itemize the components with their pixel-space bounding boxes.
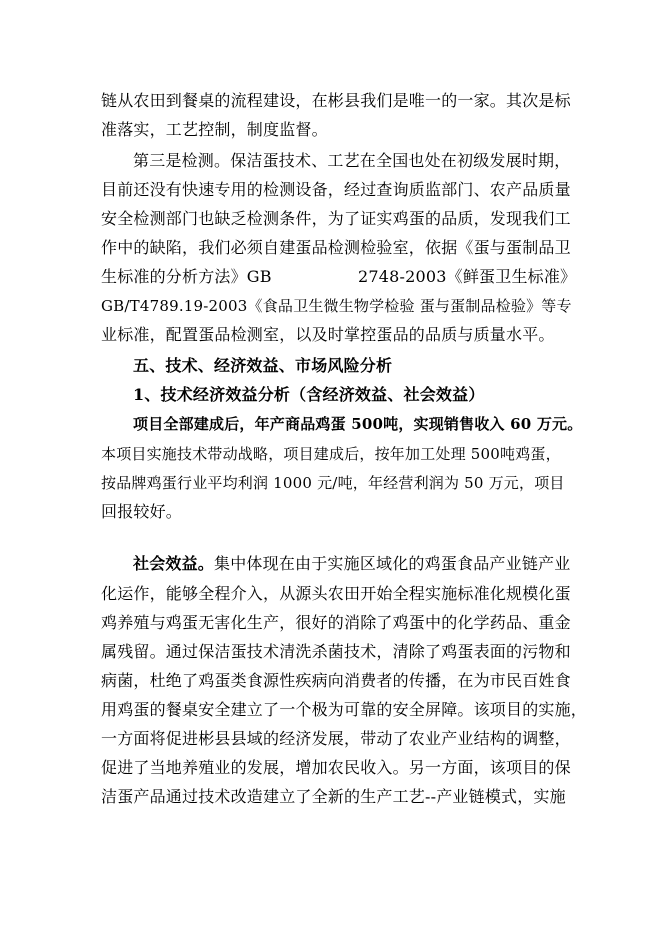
paragraph-line: 回报较好。 (101, 502, 183, 521)
line-segment: 2748-2003《鲜蛋卫生标准》 (358, 267, 577, 286)
paragraph-line: 目前还没有快速专用的检测设备，经过查询质监部门、农产品质量 (101, 180, 571, 199)
paragraph-line: 业标准，配置蛋品检测室，以及时掌控蛋品的品质与质量水平。 (101, 325, 555, 344)
lead-in-bold: 社会效益。 (133, 554, 215, 573)
paragraph-line: 安全检测部门也缺乏检测条件，为了证实鸡蛋的品质，发现我们工 (101, 209, 571, 228)
paragraph-line: 链从农田到餐桌的流程建设，在彬县我们是唯一的一家。其次是标 (101, 91, 571, 110)
paragraph-line: 作中的缺陷，我们必须自建蛋品检测检验室，依据《蛋与蛋制品卫 (101, 238, 571, 257)
line-segment: 集中体现在由于实施区域化的鸡蛋食品产业链产业 (214, 554, 571, 573)
paragraph-line: 一方面将促进彬县县域的经济发展，带动了农业产业结构的调整， (101, 729, 571, 748)
paragraph-line: 第三是检测。保洁蛋技术、工艺在全国也处在初级发展时期， (133, 151, 571, 170)
paragraph-line: 病菌，杜绝了鸡蛋类食源性疾病向消费者的传播，在为市民百姓食 (101, 671, 571, 690)
line-segment: 生标准的分析方法》GB (101, 267, 272, 286)
paragraph-line: 属残留。通过保洁蛋技术清洗杀菌技术，清除了鸡蛋表面的污物和 (101, 642, 571, 661)
subsection-heading: 1、技术经济效益分析（含经济效益、社会效益） (133, 385, 485, 404)
paragraph-line: 按品牌鸡蛋行业平均利润 1000 元/吨，年经营利润为 50 万元，项目 (101, 474, 565, 492)
paragraph-line: 用鸡蛋的餐桌安全建立了一个极为可靠的安全屏障。该项目的实施， (101, 700, 588, 719)
paragraph-line: 鸡养殖与鸡蛋无害化生产，很好的消除了鸡蛋中的化学药品、重金 (101, 613, 571, 632)
paragraph-line: 准落实，工艺控制，制度监督。 (101, 120, 328, 139)
paragraph-line: 促进了当地养殖业的发展，增加农民收入。另一方面，该项目的保 (101, 758, 571, 777)
paragraph-line (101, 263, 577, 291)
paragraph-line: 本项目实施技术带动战略，项目建成后，按年加工处理 500吨鸡蛋， (101, 445, 561, 463)
paragraph-line (133, 550, 603, 578)
section-heading: 五、技术、经济效益、市场风险分析 (133, 356, 393, 375)
paragraph-line: 化运作，能够全程介入，从源头农田开始全程实施标准化规模化蛋 (101, 584, 571, 603)
paragraph-line: 洁蛋产品通过技术改造建立了全新的生产工艺--产业链模式，实施 (101, 787, 566, 806)
bold-summary-line: 项目全部建成后，年产商品鸡蛋 500吨，实现销售收入 60 万元。 (133, 415, 583, 433)
paragraph-line: GB/T4789.19-2003《食品卫生微生物学检验 蛋与蛋制品检验》等专 (101, 297, 572, 315)
